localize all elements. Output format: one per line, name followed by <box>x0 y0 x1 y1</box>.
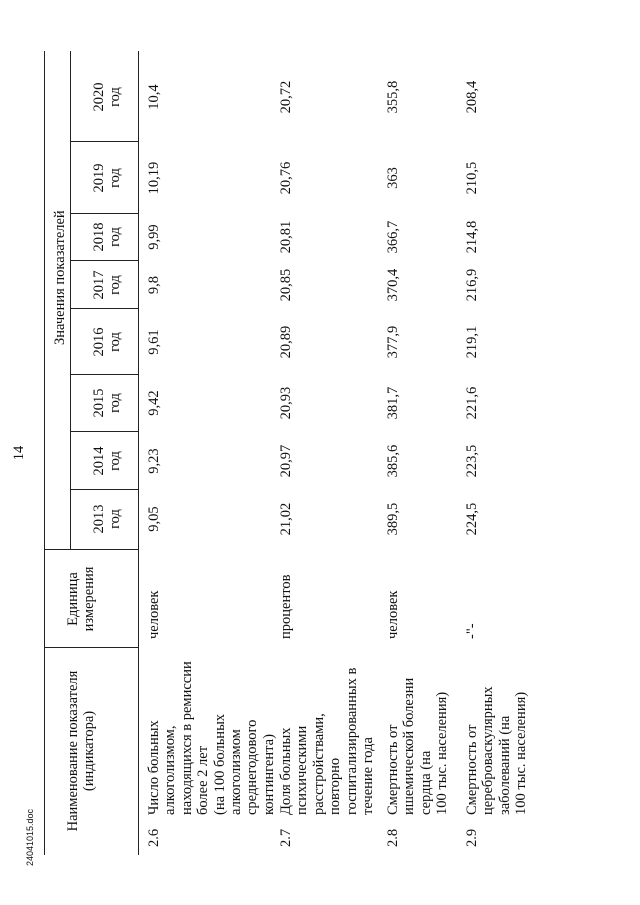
row-value-2019: 210,5 <box>464 161 480 195</box>
year-header-2015: 2015 <box>91 388 107 418</box>
year-header-label: год <box>107 332 123 352</box>
row-value-2014: 20,97 <box>278 444 294 478</box>
year-header-2017: 2017 <box>91 270 107 300</box>
row-value-2013: 9,05 <box>146 506 162 532</box>
year-header-2020: 2020 <box>91 82 107 112</box>
page-number: 14 <box>11 445 27 461</box>
row-value-2020: 355,8 <box>385 80 401 114</box>
row-value-2013: 21,02 <box>278 502 294 536</box>
row-value-2014: 223,5 <box>464 444 480 478</box>
row-value-2014: 9,23 <box>146 448 162 474</box>
row-name-line: течение года <box>360 737 376 815</box>
values-group-divider <box>70 51 71 550</box>
header-unit-line1: Единица <box>65 572 81 626</box>
row-value-2018: 366,7 <box>385 220 401 254</box>
row-name-line: цереброваскулярных <box>480 686 497 815</box>
row-name-line: Доля больных <box>278 727 294 815</box>
row-unit: человек <box>146 590 162 639</box>
table-top-border <box>44 51 45 855</box>
row-value-2017: 20,85 <box>278 268 294 302</box>
header-unit-line2: измерения <box>81 566 97 632</box>
row-value-2016: 20,89 <box>278 325 294 359</box>
year-header-label: год <box>107 87 123 107</box>
row-name-line: находящихся в ремиссии <box>178 661 195 815</box>
row-value-2015: 9,42 <box>146 390 162 416</box>
row-name-line: алкоголизмом, <box>162 725 179 815</box>
header-bottom-border <box>138 51 139 855</box>
row-value-2013: 389,5 <box>385 502 401 536</box>
row-name-line: алкоголизмом <box>228 729 244 815</box>
row-value-2017: 216,9 <box>464 268 480 302</box>
year-header-label: год <box>107 393 123 413</box>
row-number: 2.8 <box>385 828 401 847</box>
row-value-2016: 377,9 <box>385 325 401 359</box>
col-divider-unit-values <box>44 549 138 550</box>
row-value-2020: 10,4 <box>146 84 162 110</box>
row-value-2020: 20,72 <box>278 80 294 114</box>
year-header-label: год <box>107 168 123 188</box>
row-value-2014: 385,6 <box>385 444 401 478</box>
row-value-2019: 10,19 <box>146 161 162 195</box>
row-value-2016: 9,61 <box>146 329 162 355</box>
footer-filename: 24041015.doc <box>25 808 35 866</box>
year-header-2014: 2014 <box>91 446 107 476</box>
col-divider-name-unit <box>44 647 138 648</box>
row-name-line: среднегодового <box>244 719 261 815</box>
year-header-2018: 2018 <box>91 222 107 252</box>
row-number: 2.6 <box>146 828 162 847</box>
year-header-2019: 2019 <box>91 163 107 193</box>
row-value-2015: 221,6 <box>464 386 480 420</box>
header-name-line2: (индикатора) <box>81 710 97 792</box>
row-value-2018: 20,81 <box>278 220 294 254</box>
row-value-2015: 381,7 <box>385 386 401 420</box>
row-name-line: госпитализированных в <box>343 667 360 815</box>
col-divider-y3 <box>70 374 138 375</box>
row-name-line: расстройствами, <box>310 713 327 815</box>
row-value-2018: 214,8 <box>464 220 480 254</box>
row-name-line: 100 тыс. населения) <box>513 691 530 815</box>
row-name-line: заболеваний (на <box>496 715 513 815</box>
row-name-line: Смертность от <box>464 724 480 815</box>
year-header-label: год <box>107 275 123 295</box>
row-value-2020: 208,4 <box>464 80 480 114</box>
row-name-line: 100 тыс. населения) <box>434 691 451 815</box>
row-value-2015: 20,93 <box>278 386 294 420</box>
year-header-2013: 2013 <box>91 504 107 534</box>
col-divider-y7 <box>70 141 138 142</box>
row-name-line: Смертность от <box>385 724 401 815</box>
row-value-2013: 224,5 <box>464 502 480 536</box>
row-value-2017: 370,4 <box>385 268 401 302</box>
row-name-line: (на 100 больных <box>211 713 228 815</box>
row-value-2019: 20,76 <box>278 161 294 195</box>
header-name-line1: Наименование показателя <box>65 670 81 832</box>
row-unit: человек <box>385 590 401 639</box>
header-values-group: Значения показателей <box>52 210 68 345</box>
row-unit: -"- <box>464 623 480 639</box>
row-unit: процентов <box>278 574 294 639</box>
year-header-label: год <box>107 227 123 247</box>
row-value-2017: 9,8 <box>146 275 162 295</box>
row-name-line: контингента) <box>260 734 277 815</box>
row-value-2018: 9,99 <box>146 224 162 250</box>
year-header-2016: 2016 <box>91 327 107 357</box>
row-name-line: сердца (на <box>417 750 434 815</box>
year-header-label: год <box>107 451 123 471</box>
row-name-line: ишемической болезни <box>401 677 418 815</box>
row-name-line: повторно <box>327 757 344 815</box>
row-name-line: более 2 лет <box>195 745 212 815</box>
row-number: 2.7 <box>278 828 294 847</box>
year-header-label: год <box>107 509 123 529</box>
row-name-line: психическими <box>294 725 311 815</box>
col-divider-y1 <box>70 489 138 490</box>
row-number: 2.9 <box>464 828 480 847</box>
row-value-2016: 219,1 <box>464 325 480 359</box>
row-name-line: Число больных <box>146 720 162 815</box>
col-divider-y2 <box>70 431 138 432</box>
row-value-2019: 363 <box>385 167 401 189</box>
